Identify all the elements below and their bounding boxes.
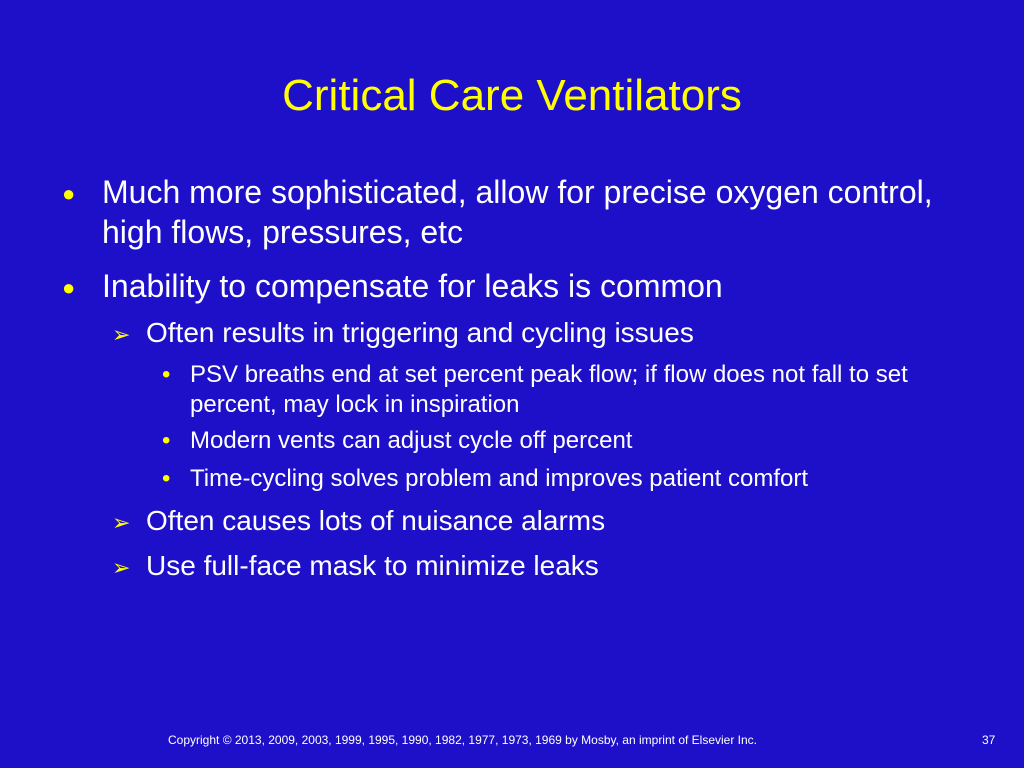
- arrow-bullet-icon: ➢: [112, 510, 131, 535]
- small-dot-icon: •: [162, 465, 171, 492]
- arrow-bullet-icon: ➢: [112, 322, 131, 347]
- sub-sub-bullet-text: PSV breaths end at set percent peak flow; if flow does not fall to set percent, may lock in inspiration: [190, 361, 908, 418]
- sub-bullet-text: Often causes lots of nuisance alarms: [146, 505, 606, 536]
- sub-bullet-item: [112, 316, 972, 352]
- slide-title: Critical Care Ventilators: [282, 71, 742, 120]
- small-dot-icon: •: [162, 427, 171, 454]
- sub-sub-bullet-text: Modern vents can adjust cycle off percent: [190, 427, 633, 454]
- bullet-item: [62, 266, 962, 308]
- bullet-text: Inability to compensate for leaks is common: [102, 268, 723, 304]
- bullet-dot-icon: ●: [62, 181, 76, 206]
- small-dot-icon: •: [162, 361, 171, 388]
- sub-bullet-item: [112, 504, 972, 540]
- arrow-bullet-icon: ➢: [112, 555, 131, 580]
- sub-sub-bullet-text: Time-cycling solves problem and improves patient comfort: [190, 465, 809, 492]
- sub-sub-bullet-item: [162, 360, 982, 420]
- bullet-dot-icon: ●: [62, 275, 76, 300]
- sub-bullet-text: Often results in triggering and cycling issues: [146, 317, 694, 348]
- sub-bullet-item: [112, 549, 972, 585]
- sub-bullet-text: Use full-face mask to minimize leaks: [146, 550, 599, 581]
- page-number: 37: [982, 733, 996, 747]
- sub-sub-bullet-item: [162, 426, 982, 456]
- copyright-notice: Copyright © 2013, 2009, 2003, 1999, 1995, 1990, 1982, 1977, 1973, 1969 by Mosby, an imprint of Elsevier Inc.: [168, 733, 758, 747]
- sub-sub-bullet-item: [162, 464, 982, 494]
- bullet-item: [62, 172, 962, 252]
- bullet-text: Much more sophisticated, allow for precise oxygen control, high flows, pressures, etc: [102, 174, 933, 250]
